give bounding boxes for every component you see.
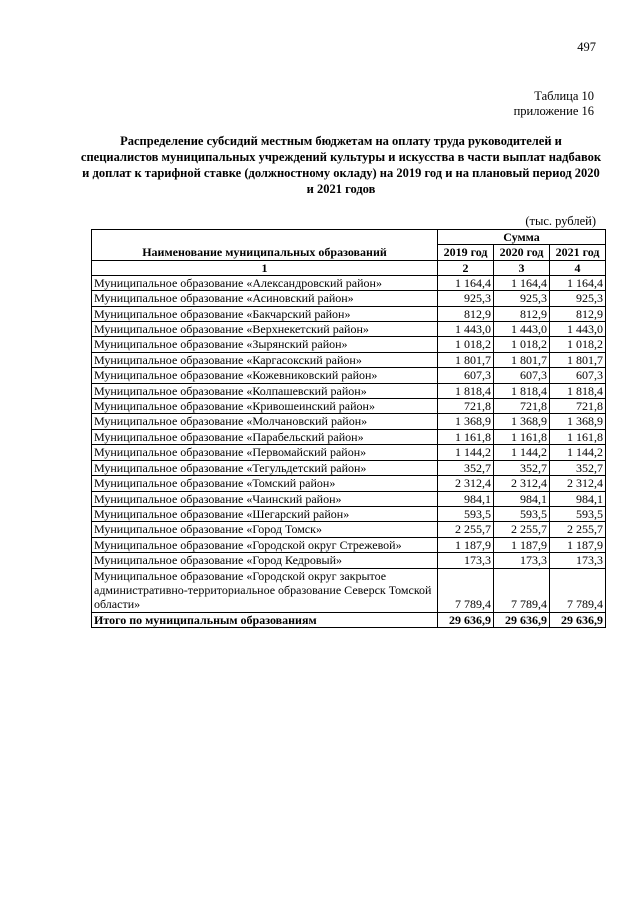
header-name: Наименование муниципальных образований [92, 230, 438, 261]
total-2019: 29 636,9 [438, 612, 494, 627]
value-2019: 1 018,2 [438, 337, 494, 352]
municipality-name: Муниципальное образование «Молчановский район» [92, 414, 438, 429]
table-row [92, 368, 606, 383]
table-row [92, 322, 606, 337]
table-row [92, 275, 606, 290]
municipality-name: Муниципальное образование «Чаинский район» [92, 491, 438, 506]
header-year-2019: 2019 год [438, 245, 494, 260]
value-2020: 1 801,7 [494, 352, 550, 367]
value-2021: 7 789,4 [550, 568, 606, 612]
value-2019: 1 161,8 [438, 429, 494, 444]
table-row [92, 291, 606, 306]
municipality-name: Муниципальное образование «Каргасокский район» [92, 352, 438, 367]
value-2020: 593,5 [494, 506, 550, 521]
value-2021: 2 255,7 [550, 522, 606, 537]
value-2021: 812,9 [550, 306, 606, 321]
value-2021: 173,3 [550, 553, 606, 568]
subsidy-table [91, 229, 606, 628]
value-2020: 7 789,4 [494, 568, 550, 612]
total-2021: 29 636,9 [550, 612, 606, 627]
table-row [92, 306, 606, 321]
value-2020: 984,1 [494, 491, 550, 506]
total-2020: 29 636,9 [494, 612, 550, 627]
value-2021: 721,8 [550, 399, 606, 414]
header-year-2021: 2021 год [550, 245, 606, 260]
table-row [92, 553, 606, 568]
value-2021: 1 443,0 [550, 322, 606, 337]
value-2019: 1 443,0 [438, 322, 494, 337]
value-2020: 1 161,8 [494, 429, 550, 444]
total-row [92, 612, 606, 627]
units-label: (тыс. рублей) [525, 214, 596, 228]
value-2021: 607,3 [550, 368, 606, 383]
value-2019: 7 789,4 [438, 568, 494, 612]
table-row [92, 352, 606, 367]
value-2019: 352,7 [438, 460, 494, 475]
municipality-name: Муниципальное образование «Кривошеинский район» [92, 399, 438, 414]
header-sum: Сумма [438, 230, 606, 245]
value-2019: 1 818,4 [438, 383, 494, 398]
value-2019: 721,8 [438, 399, 494, 414]
value-2021: 1 818,4 [550, 383, 606, 398]
value-2020: 1 164,4 [494, 275, 550, 290]
municipality-name: Муниципальное образование «Кожевниковский район» [92, 368, 438, 383]
municipality-name: Муниципальное образование «Городской округ закрытое административно-территориальное образование Северск Томской области» [92, 568, 438, 612]
municipality-name: Муниципальное образование «Город Томск» [92, 522, 438, 537]
value-2019: 2 255,7 [438, 522, 494, 537]
value-2021: 984,1 [550, 491, 606, 506]
value-2019: 812,9 [438, 306, 494, 321]
page-number: 497 [577, 40, 596, 54]
value-2021: 925,3 [550, 291, 606, 306]
table-row [92, 506, 606, 521]
total-label: Итого по муниципальным образованиям [92, 612, 438, 627]
municipality-name: Муниципальное образование «Александровский район» [92, 275, 438, 290]
table-row [92, 522, 606, 537]
table-row [92, 429, 606, 444]
municipality-name: Муниципальное образование «Колпашевский район» [92, 383, 438, 398]
value-2020: 1 144,2 [494, 445, 550, 460]
value-2019: 1 801,7 [438, 352, 494, 367]
value-2021: 1 018,2 [550, 337, 606, 352]
municipality-name: Муниципальное образование «Первомайский район» [92, 445, 438, 460]
value-2019: 173,3 [438, 553, 494, 568]
table-body [92, 275, 606, 627]
table-row [92, 399, 606, 414]
value-2019: 593,5 [438, 506, 494, 521]
municipality-name: Муниципальное образование «Бакчарский район» [92, 306, 438, 321]
value-2020: 812,9 [494, 306, 550, 321]
column-number: 3 [494, 260, 550, 275]
municipality-name: Муниципальное образование «Город Кедровый» [92, 553, 438, 568]
header-year-2020: 2020 год [494, 245, 550, 260]
value-2020: 721,8 [494, 399, 550, 414]
value-2020: 173,3 [494, 553, 550, 568]
value-2020: 2 255,7 [494, 522, 550, 537]
value-2019: 2 312,4 [438, 476, 494, 491]
value-2019: 925,3 [438, 291, 494, 306]
value-2021: 352,7 [550, 460, 606, 475]
value-2021: 2 312,4 [550, 476, 606, 491]
column-number: 1 [92, 260, 438, 275]
table-row [92, 445, 606, 460]
value-2019: 984,1 [438, 491, 494, 506]
table-row [92, 568, 606, 612]
table-row [92, 491, 606, 506]
value-2020: 2 312,4 [494, 476, 550, 491]
value-2020: 1 443,0 [494, 322, 550, 337]
table-caption [514, 89, 594, 119]
table-row [92, 537, 606, 552]
value-2020: 1 018,2 [494, 337, 550, 352]
table-row [92, 337, 606, 352]
value-2019: 1 187,9 [438, 537, 494, 552]
municipality-name: Муниципальное образование «Зырянский район» [92, 337, 438, 352]
municipality-name: Муниципальное образование «Шегарский район» [92, 506, 438, 521]
value-2021: 593,5 [550, 506, 606, 521]
value-2019: 607,3 [438, 368, 494, 383]
value-2021: 1 161,8 [550, 429, 606, 444]
municipality-name: Муниципальное образование «Городской округ Стрежевой» [92, 537, 438, 552]
value-2019: 1 144,2 [438, 445, 494, 460]
municipality-name: Муниципальное образование «Асиновский район» [92, 291, 438, 306]
table-row [92, 476, 606, 491]
value-2021: 1 144,2 [550, 445, 606, 460]
column-number: 2 [438, 260, 494, 275]
appendix-label: приложение 16 [513, 104, 594, 118]
value-2020: 1 818,4 [494, 383, 550, 398]
column-number: 4 [550, 260, 606, 275]
table-row [92, 460, 606, 475]
table-number: Таблица 10 [534, 89, 594, 103]
value-2020: 1 187,9 [494, 537, 550, 552]
value-2020: 925,3 [494, 291, 550, 306]
value-2021: 1 368,9 [550, 414, 606, 429]
value-2020: 607,3 [494, 368, 550, 383]
value-2019: 1 368,9 [438, 414, 494, 429]
value-2021: 1 801,7 [550, 352, 606, 367]
value-2020: 352,7 [494, 460, 550, 475]
value-2019: 1 164,4 [438, 275, 494, 290]
municipality-name: Муниципальное образование «Тегульдетский район» [92, 460, 438, 475]
table-row [92, 383, 606, 398]
document-title: Распределение субсидий местным бюджетам на оплату труда руководителей и специалистов муниципальных учреждений культуры и искусства в части выплат надбавок и доплат к тарифной ставке (должностному окладу) на 2019 год и на плановый период 2020 и 2021 годов [80, 134, 602, 196]
value-2020: 1 368,9 [494, 414, 550, 429]
value-2021: 1 187,9 [550, 537, 606, 552]
table-row [92, 414, 606, 429]
municipality-name: Муниципальное образование «Парабельский район» [92, 429, 438, 444]
municipality-name: Муниципальное образование «Верхнекетский район» [92, 322, 438, 337]
municipality-name: Муниципальное образование «Томский район» [92, 476, 438, 491]
value-2021: 1 164,4 [550, 275, 606, 290]
